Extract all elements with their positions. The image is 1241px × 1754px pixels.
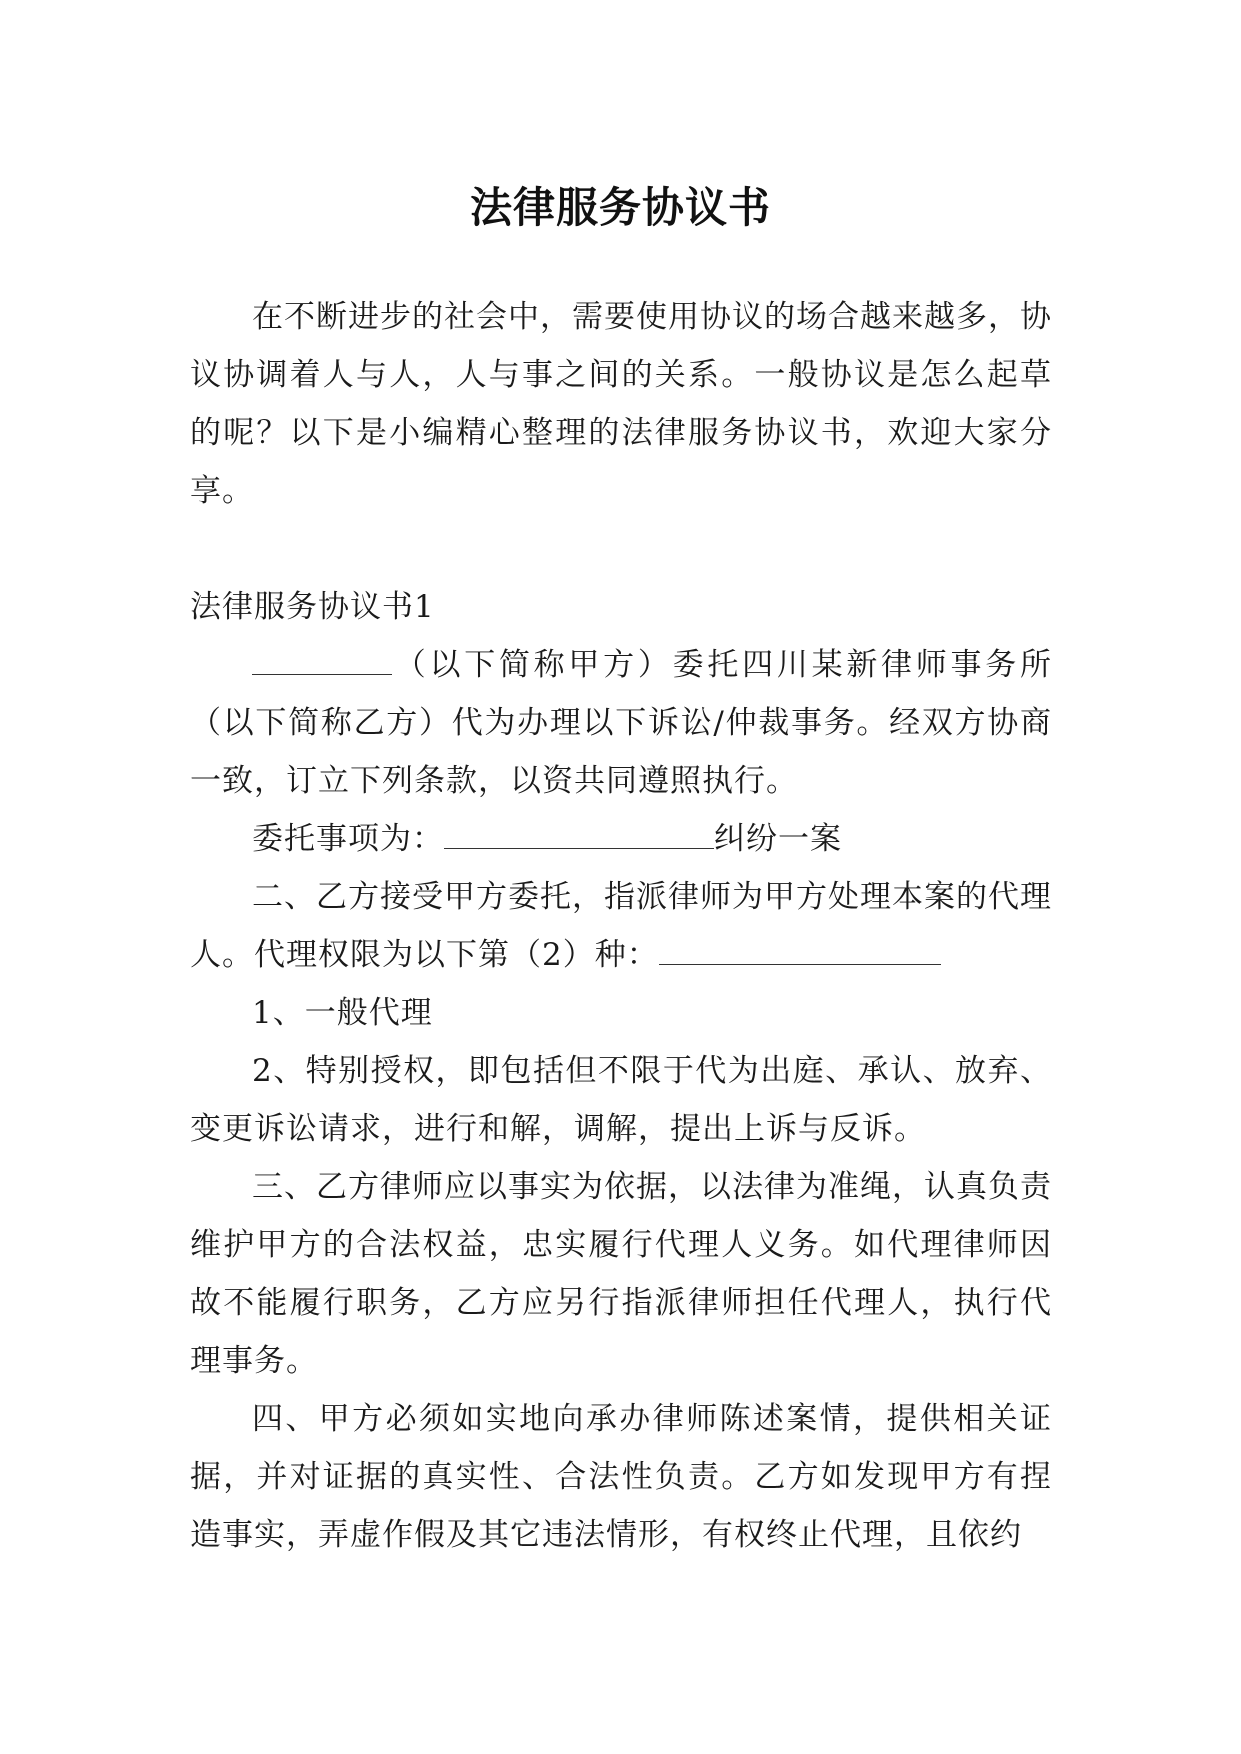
document-body xyxy=(190,288,1052,1564)
authority-blank xyxy=(659,935,941,965)
document-title: 法律服务协议书 xyxy=(469,183,771,233)
clause-parties-text: （以下简称甲方）委托四川某新律师事务所（以下简称乙方）代为办理以下诉讼/仲裁事务。经双方协商一致，订立下列条款，以资共同遵照执行。 xyxy=(190,647,1052,799)
general-agency-item: 1、一般代理 xyxy=(252,995,433,1031)
clause-two-text: 二、乙方接受甲方委托，指派律师为甲方处理本案的代理人。代理权限为以下第（2）种： xyxy=(190,879,1052,973)
clause-three-paragraph: 三、乙方律师应以事实为依据，以法律为准绳，认真负责维护甲方的合法权益，忠实履行代理人义务。如代理律师因故不能履行职务，乙方应另行指派律师担任代理人，执行代理事务。 xyxy=(190,1169,1052,1379)
entrusted-matter-suffix: 纠纷一案 xyxy=(714,821,842,857)
entrusted-matter-paragraph xyxy=(190,810,1052,868)
entrusted-matter-label: 委托事项为： xyxy=(252,821,444,857)
section-heading: 法律服务协议书1 xyxy=(190,589,435,625)
special-authorization-item: 2、特别授权，即包括但不限于代为出庭、承认、放弃、变更诉讼请求，进行和解，调解，提出上诉与反诉。 xyxy=(190,1053,1052,1147)
entrusted-matter-blank xyxy=(444,819,714,849)
clause-two-paragraph xyxy=(190,868,1052,984)
clause-parties-paragraph xyxy=(190,636,1052,810)
clause-four-paragraph: 四、甲方必须如实地向承办律师陈述案情，提供相关证据，并对证据的真实性、合法性负责。乙方如发现甲方有捏造事实，弄虚作假及其它违法情形，有权终止代理，且依约 xyxy=(190,1401,1052,1553)
intro-paragraph: 在不断进步的社会中，需要使用协议的场合越来越多，协议协调着人与人，人与事之间的关系。一般协议是怎么起草的呢？以下是小编精心整理的法律服务协议书，欢迎大家分享。 xyxy=(190,299,1052,509)
party-a-blank xyxy=(252,645,392,675)
